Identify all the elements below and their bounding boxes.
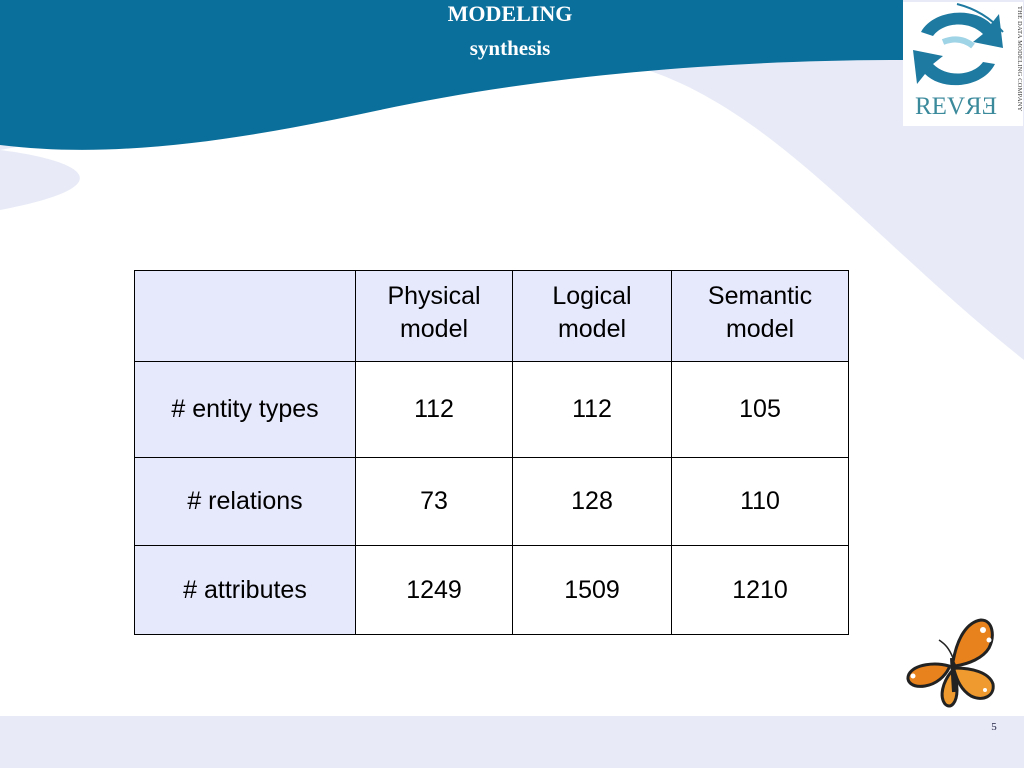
- logo-wordmark: [915, 93, 997, 121]
- table-header-row: [135, 271, 849, 362]
- table-row: [135, 458, 849, 546]
- table-row: [135, 362, 849, 458]
- logo-text-v: V: [946, 93, 966, 120]
- table-cell: 110: [672, 458, 849, 546]
- logo-tagline: THE DATA MODELING COMPANY: [1016, 6, 1023, 112]
- logo-text-left: RE: [915, 93, 947, 120]
- row-label-cell: # entity types: [135, 362, 356, 458]
- table-cell: 1210: [672, 546, 849, 635]
- page-number: 5: [991, 721, 997, 733]
- slide-subtitle: synthesis: [469, 36, 551, 60]
- table-header-cell: Physical model: [356, 271, 513, 362]
- table-header-cell: Logical model: [513, 271, 672, 362]
- table-cell: 112: [513, 362, 672, 458]
- table-cell: 105: [672, 362, 849, 458]
- footer-band: [0, 716, 1024, 768]
- butterfly-icon: [905, 618, 997, 713]
- table-cell: 73: [356, 458, 513, 546]
- row-label-cell: # relations: [135, 458, 356, 546]
- slide-title: MODELING: [447, 1, 573, 26]
- row-label-cell: # attributes: [135, 546, 356, 635]
- table-cell: 112: [356, 362, 513, 458]
- table-header-cell: Semantic model: [672, 271, 849, 362]
- logo-arrows-icon: [903, 2, 1013, 94]
- table-cell: 1249: [356, 546, 513, 635]
- table-header-cell: [135, 271, 356, 362]
- rever-logo: [903, 2, 1023, 126]
- background-wave-lower-left: [0, 150, 80, 210]
- table-row: [135, 546, 849, 635]
- logo-text-mirror: ER: [965, 93, 997, 120]
- modeling-synthesis-table: [134, 270, 849, 635]
- table-cell: 128: [513, 458, 672, 546]
- table-cell: 1509: [513, 546, 672, 635]
